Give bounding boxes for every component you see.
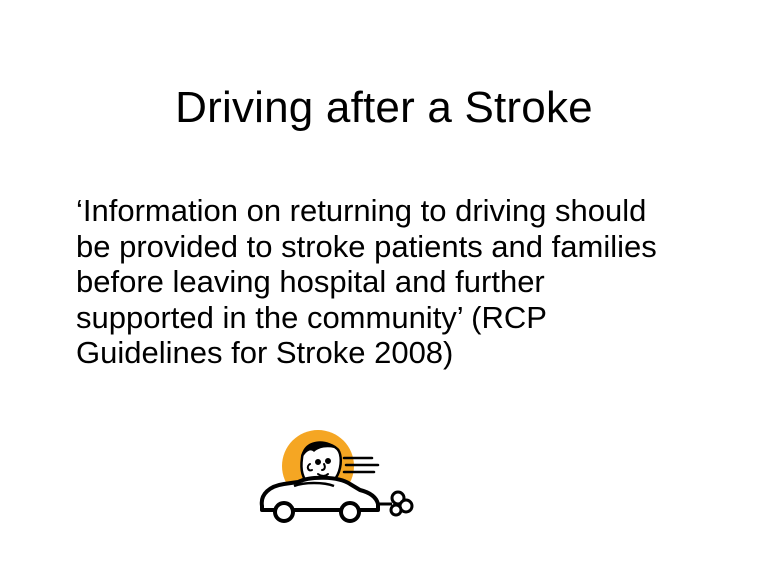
slide-body	[76, 193, 736, 371]
car-driver-icon	[254, 428, 418, 528]
body-line: Guidelines for Stroke 2008)	[76, 335, 454, 370]
body-line: be provided to stroke patients and families	[76, 228, 657, 264]
slide-title: Driving after a Stroke	[175, 83, 593, 132]
exhaust-puff	[391, 492, 412, 515]
body-line: ‘Information on returning to driving should	[76, 193, 647, 228]
body-line: supported in the community’ (RCP	[76, 299, 547, 335]
body-line: before leaving hospital and further	[76, 264, 545, 299]
